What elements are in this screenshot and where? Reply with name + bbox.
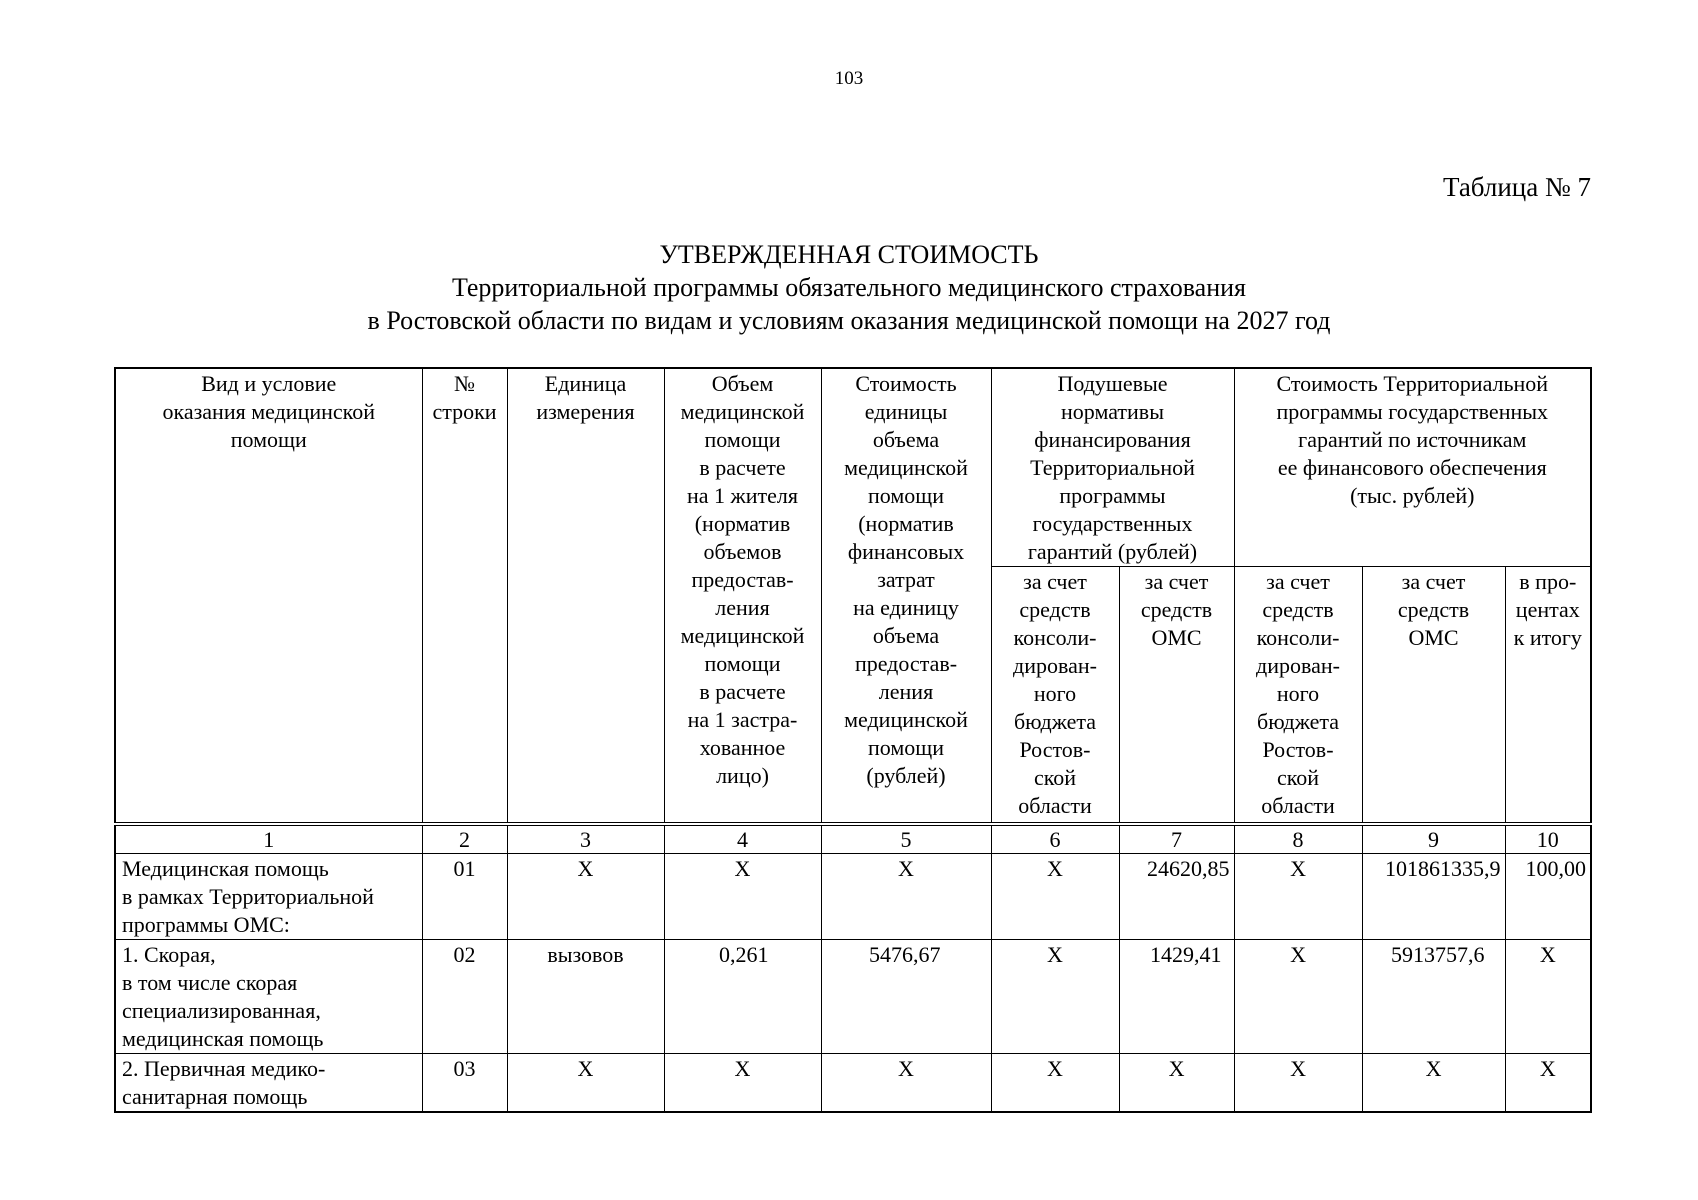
column-number: 6 (991, 824, 1119, 854)
column-number: 2 (422, 824, 507, 854)
cell-unit-cost: Х (821, 1054, 991, 1113)
table-row (115, 940, 1591, 1054)
cell-cost-percent: Х (1505, 940, 1591, 1054)
cell-cost-budget: Х (1234, 940, 1362, 1054)
column-number-row (115, 824, 1591, 854)
cell-cost-percent: 100,00 (1505, 854, 1591, 940)
cell-cost-budget: Х (1234, 1054, 1362, 1113)
header-cost-percent: в про- центах к итогу (1505, 567, 1591, 825)
header-row-number: № строки (422, 368, 507, 824)
column-number: 8 (1234, 824, 1362, 854)
column-number: 4 (664, 824, 821, 854)
header-cost-budget: за счет средств консоли- дирован- ного бюджета Ростов- ской области (1234, 567, 1362, 825)
column-number: 1 (115, 824, 422, 854)
header-per-capita-group: Подушевые нормативы финансирования Территориальной программы государственных гарантий (рублей) (991, 368, 1234, 567)
cell-volume: Х (664, 1054, 821, 1113)
cell-cost-percent: Х (1505, 1054, 1591, 1113)
cell-cost-budget: Х (1234, 854, 1362, 940)
row-name: 1. Скорая, в том числе скорая специализированная, медицинская помощь (115, 940, 422, 1054)
cost-table (114, 367, 1592, 1113)
cell-unit: вызовов (507, 940, 664, 1054)
document-title (0, 238, 1698, 337)
cell-per-capita-oms: Х (1119, 1054, 1234, 1113)
header-per-capita-budget: за счет средств консоли- дирован- ного бюджета Ростов- ской области (991, 567, 1119, 825)
cell-per-capita-budget: Х (991, 940, 1119, 1054)
column-number: 3 (507, 824, 664, 854)
cell-cost-oms: Х (1362, 1054, 1505, 1113)
cell-per-capita-oms: 24620,85 (1119, 854, 1234, 940)
cell-unit: Х (507, 854, 664, 940)
header-unit: Единица измерения (507, 368, 664, 824)
header-cost-group: Стоимость Территориальной программы государственных гарантий по источникам ее финансового обеспечения (тыс. рублей) (1234, 368, 1591, 567)
title-line: в Ростовской области по видам и условиям оказания медицинской помощи на 2027 год (367, 306, 1331, 335)
cell-row-number: 02 (422, 940, 507, 1054)
table-row (115, 1054, 1591, 1113)
page-number: 103 (834, 68, 864, 89)
header-type-and-condition: Вид и условие оказания медицинской помощи (115, 368, 422, 824)
header-volume: Объем медицинской помощи в расчете на 1 жителя (норматив объемов предостав- ления медицинской помощи в расчете на 1 застра- хованное лицо) (664, 368, 821, 824)
header-per-capita-oms: за счет средств ОМС (1119, 567, 1234, 825)
header-unit-cost: Стоимость единицы объема медицинской помощи (норматив финансовых затрат на единицу объема предостав- ления медицинской помощи (рублей) (821, 368, 991, 824)
column-number: 9 (1362, 824, 1505, 854)
column-number: 10 (1505, 824, 1591, 854)
title-line: Территориальной программы обязательного медицинского страхования (452, 273, 1246, 302)
cell-unit-cost: Х (821, 854, 991, 940)
cell-row-number: 03 (422, 1054, 507, 1113)
cell-row-number: 01 (422, 854, 507, 940)
table-row (115, 854, 1591, 940)
table-number: Таблица № 7 (1443, 172, 1591, 202)
cell-volume: 0,261 (664, 940, 821, 1054)
header-cost-oms: за счет средств ОМС (1362, 567, 1505, 825)
cell-per-capita-oms: 1429,41 (1119, 940, 1234, 1054)
cell-per-capita-budget: Х (991, 854, 1119, 940)
cell-volume: Х (664, 854, 821, 940)
row-name: Медицинская помощь в рамках Территориальной программы ОМС: (115, 854, 422, 940)
column-number: 5 (821, 824, 991, 854)
cell-per-capita-budget: Х (991, 1054, 1119, 1113)
column-number: 7 (1119, 824, 1234, 854)
title-line: УТВЕРЖДЕННАЯ СТОИМОСТЬ (659, 240, 1039, 269)
cell-cost-oms: 101861335,9 (1362, 854, 1505, 940)
cell-unit: Х (507, 1054, 664, 1113)
cell-cost-oms: 5913757,6 (1362, 940, 1505, 1054)
cell-unit-cost: 5476,67 (821, 940, 991, 1054)
row-name: 2. Первичная медико- санитарная помощь (115, 1054, 422, 1113)
